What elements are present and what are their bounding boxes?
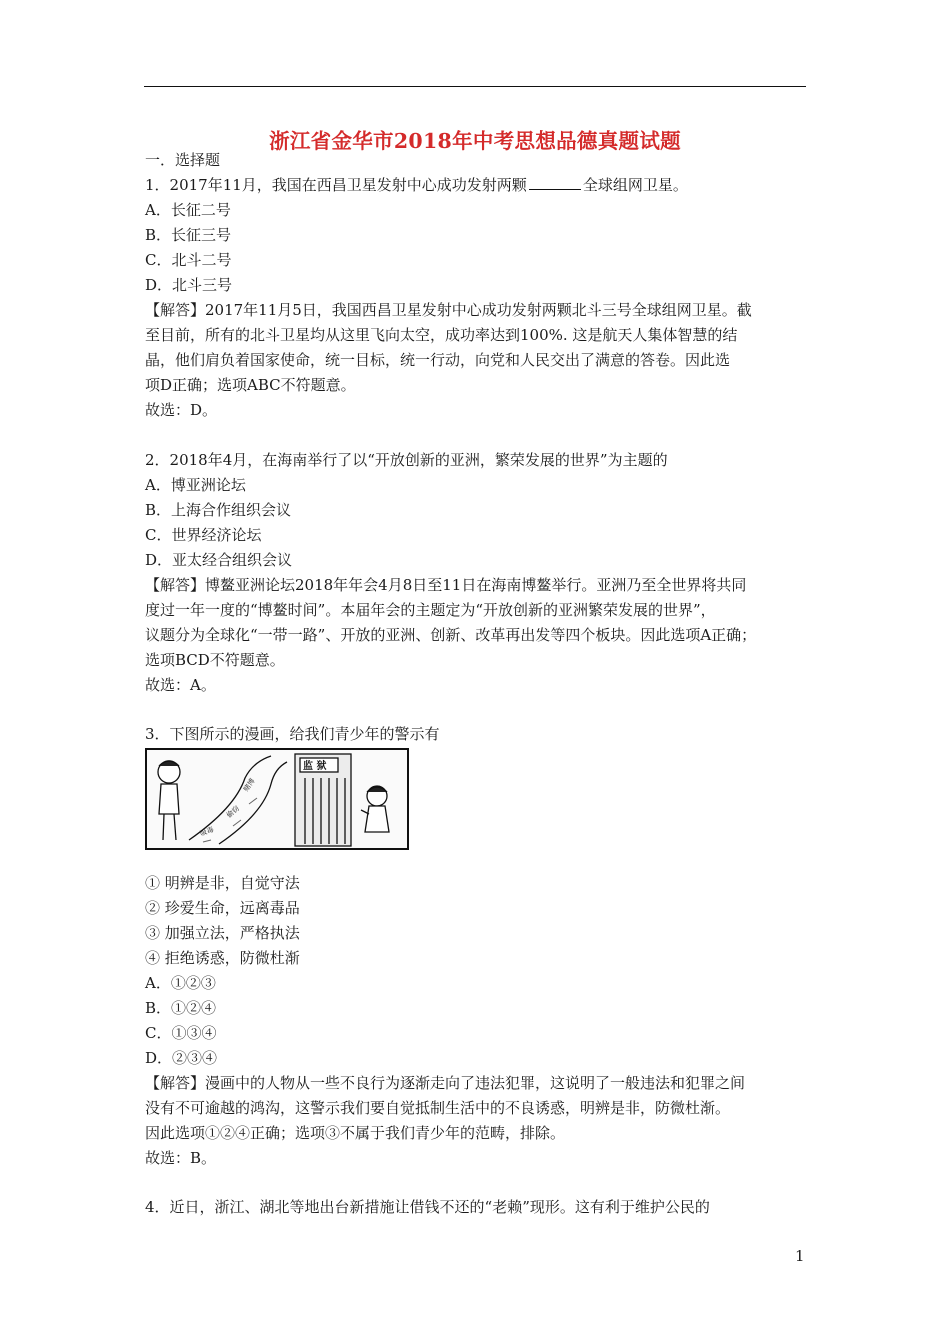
- q3-option-c: C．①③④: [145, 1024, 217, 1042]
- q3-option-b: B．①②④: [145, 999, 217, 1017]
- prison-sign-text: 监 狱: [303, 761, 327, 772]
- cartoon-road-word: 吸毒: [198, 825, 215, 838]
- q3-answer-line: 【解答】漫画中的人物从一些不良行为逐渐走向了违法犯罪，这说明了一般违法和犯罪之间: [145, 1074, 746, 1092]
- q2-answer-line: 议题分为全球化“一带一路”、开放的亚洲、创新、改革再出发等四个板块。因此选项A正确；: [145, 626, 757, 644]
- q1-stem-before: 1．2017年11月，我国在西昌卫星发射中心成功发射两颗: [145, 176, 527, 194]
- q3-answer-line: 因此选项①②④正确；选项③不属于我们青少年的范畴，排除。: [145, 1124, 566, 1142]
- q3-option-a: A．①②③: [145, 974, 216, 992]
- q2-option-a: A．博亚洲论坛: [145, 476, 246, 494]
- q2-answer-line: 【解答】博鳌亚洲论坛2018年年会4月8日至11日在海南博鳌举行。亚洲乃至全世界将共同: [145, 576, 747, 594]
- q1-answer-line: 晶，他们肩负着国家使命，统一目标，统一行动，向党和人民交出了满意的答卷。因此选: [145, 351, 731, 369]
- q2-choice: 故选：A。: [145, 676, 216, 694]
- cartoon-road-word: 偷窃: [225, 804, 242, 820]
- q1-stem: [145, 175, 688, 195]
- cartoon-image: [145, 748, 409, 850]
- q1-choice: 故选：D。: [145, 401, 218, 419]
- header-rule: [144, 86, 806, 87]
- q3-statement: ② 珍爱生命，远离毒品: [145, 899, 300, 917]
- page-number: 1: [795, 1247, 805, 1265]
- q1-option-a: A．长征二号: [145, 201, 231, 219]
- q3-answer-line: 没有不可逾越的鸿沟，这警示我们要自觉抵制生活中的不良诱惑，明辨是非，防微杜渐。: [145, 1099, 731, 1117]
- q1-answer-line: 【解答】2017年11月5日，我国西昌卫星发射中心成功发射两颗北斗三号全球组网卫星。截: [145, 301, 752, 319]
- q2-option-b: B．上海合作组织会议: [145, 501, 292, 519]
- q1-answer-line: 项D正确；选项ABC不符题意。: [145, 376, 356, 394]
- q1-blank: [529, 175, 581, 190]
- q3-option-d: D．②③④: [145, 1049, 218, 1067]
- q3-stem: 3．下图所示的漫画，给我们青少年的警示有: [145, 725, 440, 743]
- q3-statement: ① 明辨是非，自觉守法: [145, 874, 300, 892]
- q3-statement: ④ 拒绝诱惑，防微杜渐: [145, 949, 300, 967]
- q2-option-d: D．亚太经合组织会议: [145, 551, 293, 569]
- q3-statement: ③ 加强立法，严格执法: [145, 924, 300, 942]
- q1-answer-line: 至目前，所有的北斗卫星均从这里飞向太空，成功率达到100%. 这是航天人集体智慧的结: [145, 326, 738, 344]
- q1-stem-after: 全球组网卫星。: [582, 176, 688, 194]
- q2-answer-line: 度过一年一度的“博鳌时间”。本届年会的主题定为“开放创新的亚洲繁荣发展的世界”，: [145, 601, 716, 619]
- q1-option-d: D．北斗三号: [145, 276, 233, 294]
- q2-stem: 2．2018年4月，在海南举行了以“开放创新的亚洲，繁荣发展的世界”为主题的: [145, 451, 668, 469]
- q3-choice: 故选：B。: [145, 1149, 217, 1167]
- q1-option-b: B．长征三号: [145, 226, 232, 244]
- q4-stem: 4．近日，浙江、湖北等地出台新措施让借钱不还的“老赖”现形。这有利于维护公民的: [145, 1198, 710, 1216]
- page-title: 浙江省金华市2018年中考思想品德真题试题: [269, 129, 681, 153]
- q2-option-c: C．世界经济论坛: [145, 526, 262, 544]
- cartoon-road-word: 赌博: [242, 777, 257, 794]
- q1-option-c: C．北斗二号: [145, 251, 232, 269]
- section-heading: 一．选择题: [145, 151, 221, 169]
- q2-answer-line: 选项BCD不符题意。: [145, 651, 285, 669]
